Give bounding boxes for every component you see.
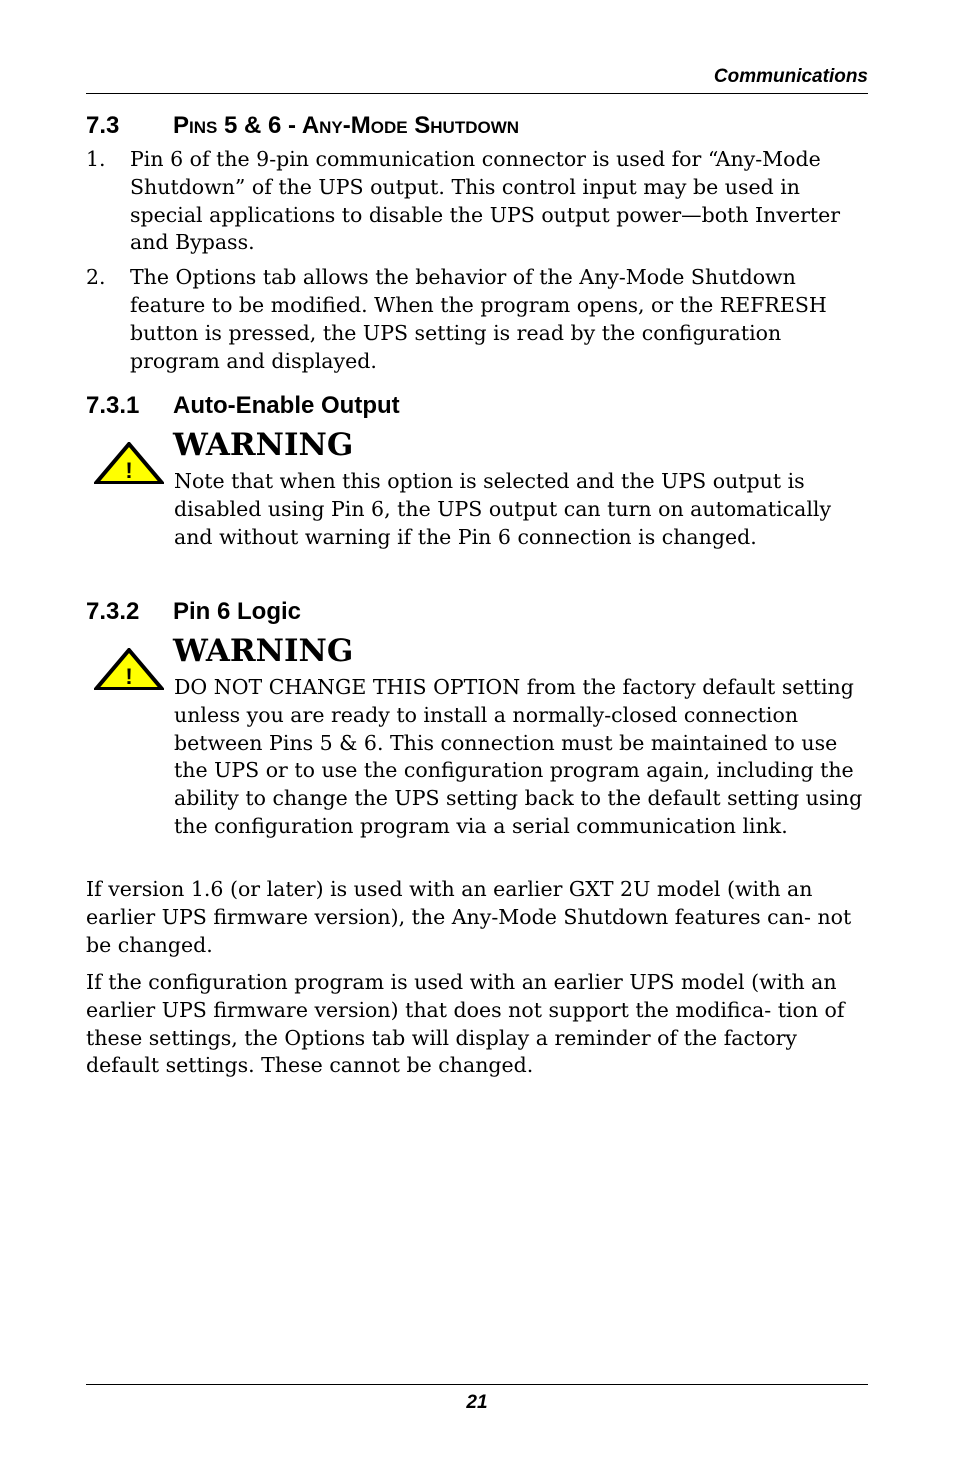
- subsection-number: 7.3.2: [86, 598, 140, 625]
- subsection-title: Pin 6 Logic: [173, 598, 302, 625]
- svg-text:!: !: [125, 458, 133, 483]
- running-head: Communications: [713, 66, 868, 87]
- body-paragraph: If the configuration program is used with an earlier UPS model (with an earlier UPS firmware version) that does not support the modifica- tion of these settings, the Options tab will display a reminder of the factory default settings. These cannot be changed.: [86, 970, 845, 1078]
- list-item: [86, 146, 868, 257]
- warning-title: WARNING: [173, 427, 354, 463]
- list-marker: 2.: [86, 265, 106, 290]
- warning-text: DO NOT CHANGE THIS OPTION from the factory default setting unless you are ready to install a normally-closed connection between Pins 5 & 6. This connection must be maintained to use the UPS or to use the configuration program again, including the ability to change the UPS setting back to the default setting using the configuration program via a serial communication link.: [174, 675, 863, 838]
- body-paragraph: If version 1.6 (or later) is used with an earlier GXT 2U model (with an earlier UPS firmware version), the Any-Mode Shutdown features can- not be changed.: [86, 877, 852, 957]
- section-title: Pins 5 & 6 - Any-Mode Shutdown: [173, 112, 520, 139]
- list-item-text: Pin 6 of the 9-pin communication connector is used for “Any-Mode Shutdown” of the UPS output. This control input may be used in special applications to disable the UPS output power—both Inverter and Bypass.: [130, 147, 841, 255]
- numbered-list: [86, 146, 868, 382]
- list-item: [86, 264, 868, 375]
- section-heading: [86, 112, 868, 140]
- section-number: 7.3: [86, 112, 120, 139]
- header-rule: [86, 93, 868, 94]
- subsection-title: Auto-Enable Output: [173, 392, 400, 419]
- svg-text:!: !: [125, 664, 133, 689]
- warning-triangle-icon: [94, 442, 164, 484]
- footer-rule: [86, 1384, 868, 1385]
- warning-text: Note that when this option is selected and the UPS output is disabled using Pin 6, the UPS output can turn on automatically and without warning if the Pin 6 connection is changed.: [174, 469, 832, 549]
- warning-title: WARNING: [173, 633, 354, 669]
- subsection-number: 7.3.1: [86, 392, 140, 419]
- warning-triangle-icon: [94, 648, 164, 690]
- list-item-text: The Options tab allows the behavior of the Any-Mode Shutdown feature to be modified. When the program opens, or the REFRESH button is pressed, the UPS setting is read by the configuration program and displayed.: [130, 265, 827, 373]
- page-number: 21: [466, 1392, 488, 1413]
- list-marker: 1.: [86, 147, 106, 171]
- subsection-heading-pin6-logic: [86, 598, 868, 626]
- subsection-heading-auto-enable: [86, 392, 868, 420]
